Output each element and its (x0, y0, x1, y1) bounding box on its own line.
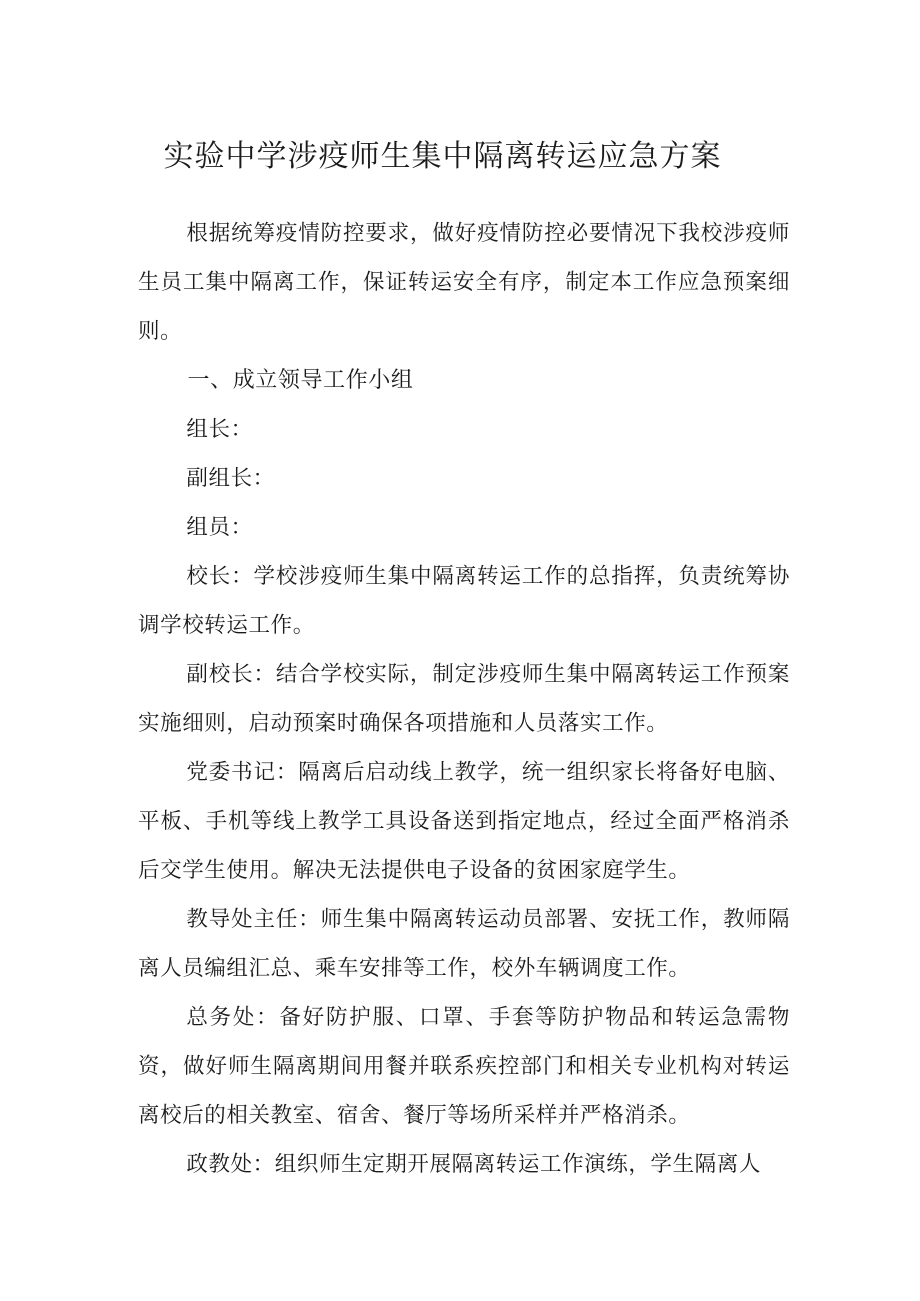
section-heading-leadership-group: 一、成立领导工作小组 (187, 368, 414, 393)
paragraph-deputy-group-leader: 副组长： (186, 466, 275, 491)
paragraph-party-secretary: 党委书记：隔离后启动线上教学，统一组织家长将备好电脑、平板、手机等线上教学工具设备送到指定地点，经过全面严格消杀后交学生使用。解决无法提供电子设备的贫困家庭学生。 (138, 760, 790, 883)
document-body (138, 209, 790, 1189)
paragraph-group-members: 组员： (186, 515, 253, 540)
paragraph-academic-office-director: 教导处主任：师生集中隔离转运动员部署、安抚工作，教师隔离人员编组汇总、乘车安排等工作，校外车辆调度工作。 (138, 907, 790, 981)
paragraph-vice-principal: 副校长：结合学校实际，制定涉疫师生集中隔离转运工作预案实施细则，启动预案时确保各项措施和人员落实工作。 (138, 662, 790, 736)
paragraph-intro: 根据统筹疫情防控要求，做好疫情防控必要情况下我校涉疫师生员工集中隔离工作，保证转运安全有序，制定本工作应急预案细则。 (138, 221, 790, 344)
document-title: 实验中学涉疫师生集中隔离转运应急方案 (163, 139, 722, 174)
paragraph-group-leader: 组长： (186, 417, 253, 442)
paragraph-general-affairs-office: 总务处：备好防护服、口罩、手套等防护物品和转运急需物资，做好师生隔离期间用餐并联系疾控部门和相关专业机构对转运离校后的相关教室、宿舍、餐厅等场所采样并严格消杀。 (138, 1005, 790, 1128)
paragraph-principal: 校长：学校涉疫师生集中隔离转运工作的总指挥，负责统筹协调学校转运工作。 (138, 564, 790, 638)
paragraph-political-education-office: 政教处：组织师生定期开展隔离转运工作演练，学生隔离人 (186, 1152, 761, 1177)
